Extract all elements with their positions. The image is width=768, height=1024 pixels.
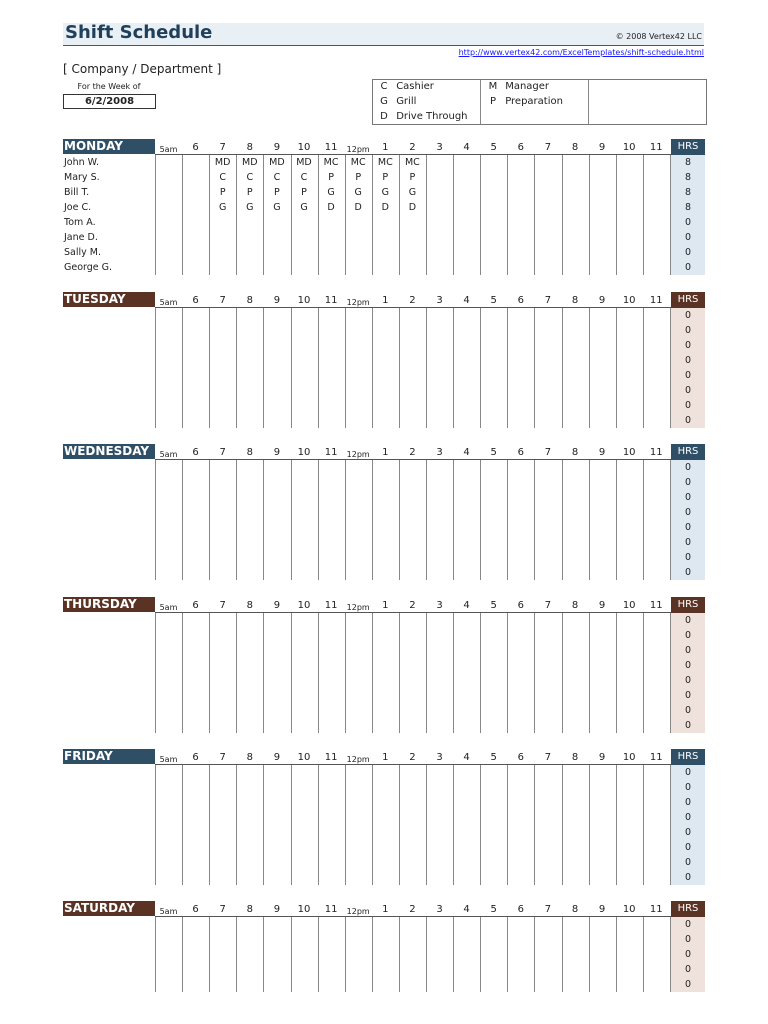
hour-header: 5am — [159, 907, 178, 916]
hour-header: 7 — [544, 295, 552, 306]
legend-item-grill: G Grill — [380, 96, 417, 107]
day-friday — [63, 749, 705, 885]
shift-cell[interactable]: D — [408, 202, 417, 213]
hour-header: 6 — [192, 904, 199, 915]
hour-header: 8 — [571, 904, 579, 915]
table-row — [63, 413, 705, 428]
hour-header: 10 — [297, 142, 311, 153]
hour-header: 3 — [436, 904, 443, 915]
hour-header: 11 — [324, 447, 338, 458]
table-row — [63, 323, 705, 338]
table-row — [63, 230, 705, 245]
hour-header: 9 — [273, 904, 281, 915]
hour-header: 6 — [192, 142, 199, 153]
hours-total: 8 — [684, 187, 692, 198]
hours-total: 0 — [684, 782, 692, 793]
hours-total: 0 — [684, 934, 692, 945]
table-row — [63, 170, 705, 185]
table-row — [63, 353, 705, 368]
hour-header: 2 — [409, 752, 416, 763]
table-row — [63, 565, 705, 580]
shift-cell[interactable]: D — [354, 202, 362, 213]
hour-header: 12pm — [346, 603, 370, 612]
table-row — [63, 383, 705, 398]
hour-header: 4 — [463, 600, 470, 611]
hour-header: 1 — [382, 295, 389, 306]
hour-header: 5 — [490, 904, 497, 915]
hours-total: 0 — [684, 660, 692, 671]
hour-header: 6 — [192, 600, 199, 611]
shift-cell[interactable]: G — [219, 202, 227, 213]
hour-header: 4 — [463, 142, 470, 153]
hour-header: 9 — [598, 904, 606, 915]
hrs-header: HRS — [671, 292, 705, 308]
table-row — [63, 658, 705, 673]
hours-total: 0 — [684, 462, 692, 473]
shift-cell[interactable]: MC — [377, 157, 393, 168]
hour-header: 10 — [297, 752, 311, 763]
shift-cell[interactable]: P — [246, 187, 253, 198]
shift-cell[interactable]: MD — [214, 157, 231, 168]
hour-header: 3 — [436, 600, 443, 611]
table-row — [63, 535, 705, 550]
hour-header: 10 — [622, 142, 636, 153]
hour-header: 12pm — [346, 755, 370, 764]
hour-header: 8 — [571, 295, 579, 306]
hour-header: 8 — [246, 295, 253, 306]
hours-total: 0 — [684, 872, 692, 883]
hours-total: 0 — [684, 979, 692, 990]
hours-total: 0 — [684, 767, 692, 778]
employee-name[interactable]: Tom A. — [64, 217, 96, 228]
shift-code-legend — [372, 79, 707, 125]
shift-cell[interactable]: C — [273, 172, 281, 183]
legend-item-cashier: C Cashier — [380, 81, 434, 92]
hour-header: 8 — [246, 600, 253, 611]
hour-header: 10 — [622, 295, 636, 306]
hour-header: 9 — [273, 600, 281, 611]
table-row — [63, 368, 705, 383]
day-wednesday — [63, 444, 705, 580]
employee-name[interactable]: Joe C. — [64, 202, 92, 213]
table-row — [63, 398, 705, 413]
table-row — [63, 490, 705, 505]
hour-header: 11 — [649, 904, 663, 915]
hour-header: 6 — [517, 447, 524, 458]
hour-header: 7 — [219, 142, 226, 153]
hour-header: 8 — [571, 752, 579, 763]
shift-cell[interactable]: G — [273, 202, 281, 213]
table-row — [63, 947, 705, 962]
shift-cell[interactable]: G — [246, 202, 254, 213]
day-tuesday — [63, 292, 705, 428]
hrs-header: HRS — [671, 139, 705, 155]
hours-total: 0 — [684, 310, 692, 321]
table-row — [63, 765, 705, 780]
hour-header: 4 — [463, 752, 470, 763]
hours-total: 0 — [684, 477, 692, 488]
hours-total: 0 — [684, 370, 692, 381]
template-link[interactable]: http://www.vertex42.com/ExcelTemplates/shift-schedule.html — [458, 48, 704, 57]
hours-total: 0 — [684, 400, 692, 411]
shift-cell[interactable]: MD — [269, 157, 285, 168]
day-label: MONDAY — [63, 139, 155, 154]
hour-header: 12pm — [346, 145, 370, 154]
hours-total: 0 — [684, 842, 692, 853]
hour-header: 12pm — [346, 907, 370, 916]
hour-header: 7 — [219, 904, 226, 915]
table-row — [63, 673, 705, 688]
hour-header: 1 — [382, 142, 389, 153]
table-row — [63, 870, 705, 885]
hours-total: 0 — [684, 355, 692, 366]
hours-total: 0 — [684, 340, 692, 351]
employee-name[interactable]: George G. — [64, 262, 113, 273]
hour-header: 6 — [192, 295, 199, 306]
hour-header: 3 — [436, 752, 443, 763]
legend-item-drive-through: D Drive Through — [380, 111, 468, 122]
hour-header: 8 — [246, 904, 253, 915]
shift-cell[interactable]: D — [381, 202, 389, 213]
hour-header: 9 — [273, 295, 281, 306]
shift-cell[interactable]: P — [409, 172, 416, 183]
hour-header: 11 — [324, 295, 338, 306]
hours-total: 0 — [684, 645, 692, 656]
day-thursday — [63, 597, 705, 733]
table-row — [63, 780, 705, 795]
hours-total: 0 — [684, 919, 692, 930]
hour-header: 5 — [490, 600, 497, 611]
hour-header: 7 — [219, 600, 226, 611]
shift-cell[interactable]: MD — [296, 157, 312, 168]
hour-header: 11 — [649, 600, 663, 611]
hours-total: 0 — [684, 705, 692, 716]
table-row — [63, 260, 705, 275]
hour-header: 11 — [649, 447, 663, 458]
hour-header: 4 — [463, 295, 470, 306]
shift-cell[interactable]: G — [381, 187, 389, 198]
table-row — [63, 825, 705, 840]
hours-total: 0 — [684, 690, 692, 701]
table-row — [63, 520, 705, 535]
hour-header: 9 — [598, 295, 606, 306]
copyright-text: © 2008 Vertex42 LLC — [615, 32, 702, 41]
hour-header: 6 — [192, 752, 199, 763]
hours-total: 8 — [684, 157, 692, 168]
shift-cell[interactable]: G — [408, 187, 417, 198]
shift-cell[interactable]: G — [354, 187, 362, 198]
hours-total: 0 — [684, 797, 692, 808]
shift-cell[interactable]: MC — [350, 157, 366, 168]
hour-header: 7 — [219, 752, 226, 763]
legend-item-preparation: P Preparation — [489, 96, 563, 107]
hour-header: 4 — [463, 447, 470, 458]
hour-header: 8 — [571, 447, 579, 458]
table-row — [63, 185, 705, 200]
table-row — [63, 962, 705, 977]
hour-header: 8 — [246, 447, 253, 458]
table-row — [63, 200, 705, 215]
hour-header: 8 — [571, 142, 579, 153]
shift-cell[interactable]: MD — [242, 157, 258, 168]
hour-header: 6 — [192, 447, 199, 458]
table-row — [63, 505, 705, 520]
hour-header: 11 — [649, 752, 663, 763]
shift-cell[interactable]: C — [300, 172, 308, 183]
table-row — [63, 718, 705, 733]
shift-cell[interactable]: P — [301, 187, 307, 198]
hour-header: 9 — [598, 752, 606, 763]
hour-header: 9 — [598, 447, 606, 458]
hours-total: 0 — [684, 964, 692, 975]
table-row — [63, 643, 705, 658]
shift-cell[interactable]: P — [355, 172, 362, 183]
hour-header: 10 — [622, 904, 636, 915]
hour-header: 5 — [490, 295, 497, 306]
table-row — [63, 308, 705, 323]
hours-total: 0 — [684, 615, 692, 626]
shift-cell[interactable]: P — [382, 172, 389, 183]
hours-total: 8 — [684, 172, 692, 183]
hrs-header: HRS — [671, 749, 705, 765]
shift-cell[interactable]: MC — [323, 157, 339, 168]
hours-total: 8 — [684, 202, 692, 213]
hour-header: 3 — [436, 295, 443, 306]
hour-header: 2 — [409, 447, 416, 458]
table-row — [63, 855, 705, 870]
day-label: FRIDAY — [63, 749, 155, 764]
hours-total: 0 — [684, 217, 692, 228]
hours-total: 0 — [684, 492, 692, 503]
hour-header: 10 — [297, 904, 311, 915]
hour-header: 11 — [324, 600, 338, 611]
hours-total: 0 — [684, 522, 692, 533]
hour-header: 6 — [517, 600, 524, 611]
table-row — [63, 613, 705, 628]
hour-header: 12pm — [346, 450, 370, 459]
day-label: SATURDAY — [63, 901, 155, 916]
hour-header: 9 — [598, 600, 606, 611]
hour-header: 6 — [517, 752, 524, 763]
hour-header: 10 — [622, 600, 636, 611]
hour-header: 6 — [517, 904, 524, 915]
day-label: TUESDAY — [63, 292, 155, 307]
hours-total: 0 — [684, 567, 692, 578]
hour-header: 1 — [382, 600, 389, 611]
hours-total: 0 — [684, 232, 692, 243]
shift-cell[interactable]: P — [219, 187, 226, 198]
hour-header: 7 — [219, 447, 226, 458]
table-row — [63, 628, 705, 643]
hour-header: 7 — [544, 904, 552, 915]
table-row — [63, 977, 705, 992]
week-label: For the Week of — [77, 82, 141, 91]
day-saturday — [63, 901, 705, 992]
shift-cell[interactable]: MC — [404, 157, 420, 168]
shift-cell[interactable]: G — [327, 187, 335, 198]
day-label: THURSDAY — [63, 597, 155, 612]
hrs-header: HRS — [671, 901, 705, 917]
hour-header: 1 — [382, 752, 389, 763]
hour-header: 5am — [159, 755, 178, 764]
hours-total: 0 — [684, 827, 692, 838]
employee-name[interactable]: Jane D. — [64, 232, 98, 243]
hour-header: 2 — [409, 295, 416, 306]
employee-name[interactable]: Bill T. — [64, 187, 90, 198]
hour-header: 5 — [490, 752, 497, 763]
table-row — [63, 932, 705, 947]
hour-header: 7 — [544, 142, 552, 153]
hour-header: 5am — [159, 145, 178, 154]
hour-header: 7 — [544, 447, 552, 458]
hour-header: 9 — [273, 752, 281, 763]
hour-header: 10 — [622, 447, 636, 458]
hour-header: 11 — [324, 142, 338, 153]
hours-total: 0 — [684, 812, 692, 823]
week-date-field[interactable]: 6/2/2008 — [63, 94, 156, 109]
hours-total: 0 — [684, 325, 692, 336]
hrs-header: HRS — [671, 597, 705, 613]
table-row — [63, 688, 705, 703]
hours-total: 0 — [684, 949, 692, 960]
hours-total: 0 — [684, 507, 692, 518]
hours-total: 0 — [684, 415, 692, 426]
title-bar — [63, 23, 704, 46]
page-title: Shift Schedule — [65, 22, 213, 43]
hour-header: 10 — [297, 447, 311, 458]
hour-header: 5 — [490, 142, 497, 153]
hour-header: 11 — [324, 904, 338, 915]
hrs-header: HRS — [671, 444, 705, 460]
hour-header: 7 — [544, 752, 552, 763]
hour-header: 5am — [159, 298, 178, 307]
hour-header: 11 — [649, 142, 663, 153]
hour-header: 10 — [297, 295, 311, 306]
hour-header: 1 — [382, 904, 389, 915]
shift-cell[interactable]: C — [219, 172, 226, 183]
hour-header: 1 — [382, 447, 389, 458]
table-row — [63, 917, 705, 932]
hours-total: 0 — [684, 537, 692, 548]
hour-header: 2 — [409, 142, 416, 153]
hours-total: 0 — [684, 720, 692, 731]
table-row — [63, 550, 705, 565]
table-row — [63, 703, 705, 718]
hour-header: 8 — [246, 752, 253, 763]
hours-total: 0 — [684, 857, 692, 868]
hour-header: 7 — [544, 600, 552, 611]
hour-header: 5 — [490, 447, 497, 458]
table-row — [63, 460, 705, 475]
shift-cell[interactable]: P — [328, 172, 334, 183]
employee-name[interactable]: Mary S. — [64, 172, 100, 183]
hour-header: 3 — [436, 142, 443, 153]
table-row — [63, 475, 705, 490]
employee-name[interactable]: Sally M. — [64, 247, 101, 258]
hour-header: 4 — [463, 904, 470, 915]
table-row — [63, 810, 705, 825]
hour-header: 3 — [436, 447, 443, 458]
shift-cell[interactable]: G — [300, 202, 308, 213]
hours-total: 0 — [684, 675, 692, 686]
hour-header: 5am — [159, 603, 178, 612]
hours-total: 0 — [684, 385, 692, 396]
hour-header: 9 — [598, 142, 606, 153]
hour-header: 10 — [297, 600, 311, 611]
shift-cell[interactable]: P — [274, 187, 280, 198]
table-row — [63, 245, 705, 260]
hour-header: 2 — [409, 600, 416, 611]
company-department-label[interactable]: [ Company / Department ] — [63, 62, 222, 76]
hours-total: 0 — [684, 262, 692, 273]
table-row — [63, 840, 705, 855]
employee-name[interactable]: John W. — [64, 157, 99, 168]
hour-header: 11 — [649, 295, 663, 306]
hours-total: 0 — [684, 552, 692, 563]
hours-total: 0 — [684, 247, 692, 258]
hour-header: 5am — [159, 450, 178, 459]
hour-header: 6 — [517, 295, 524, 306]
hour-header: 11 — [324, 752, 338, 763]
shift-cell[interactable]: D — [327, 202, 335, 213]
hour-header: 2 — [409, 904, 416, 915]
hours-total: 0 — [684, 630, 692, 641]
table-row — [63, 338, 705, 353]
day-label: WEDNESDAY — [63, 444, 155, 459]
hour-header: 10 — [622, 752, 636, 763]
day-monday — [63, 139, 705, 275]
hour-header: 9 — [273, 447, 281, 458]
hour-header: 9 — [273, 142, 281, 153]
hour-header: 7 — [219, 295, 226, 306]
shift-cell[interactable]: C — [246, 172, 254, 183]
table-row — [63, 215, 705, 230]
hour-header: 8 — [246, 142, 253, 153]
hour-header: 6 — [517, 142, 524, 153]
table-row — [63, 795, 705, 810]
table-row — [63, 155, 705, 170]
hour-header: 12pm — [346, 298, 370, 307]
legend-item-manager: M Manager — [488, 81, 550, 92]
hour-header: 8 — [571, 600, 579, 611]
